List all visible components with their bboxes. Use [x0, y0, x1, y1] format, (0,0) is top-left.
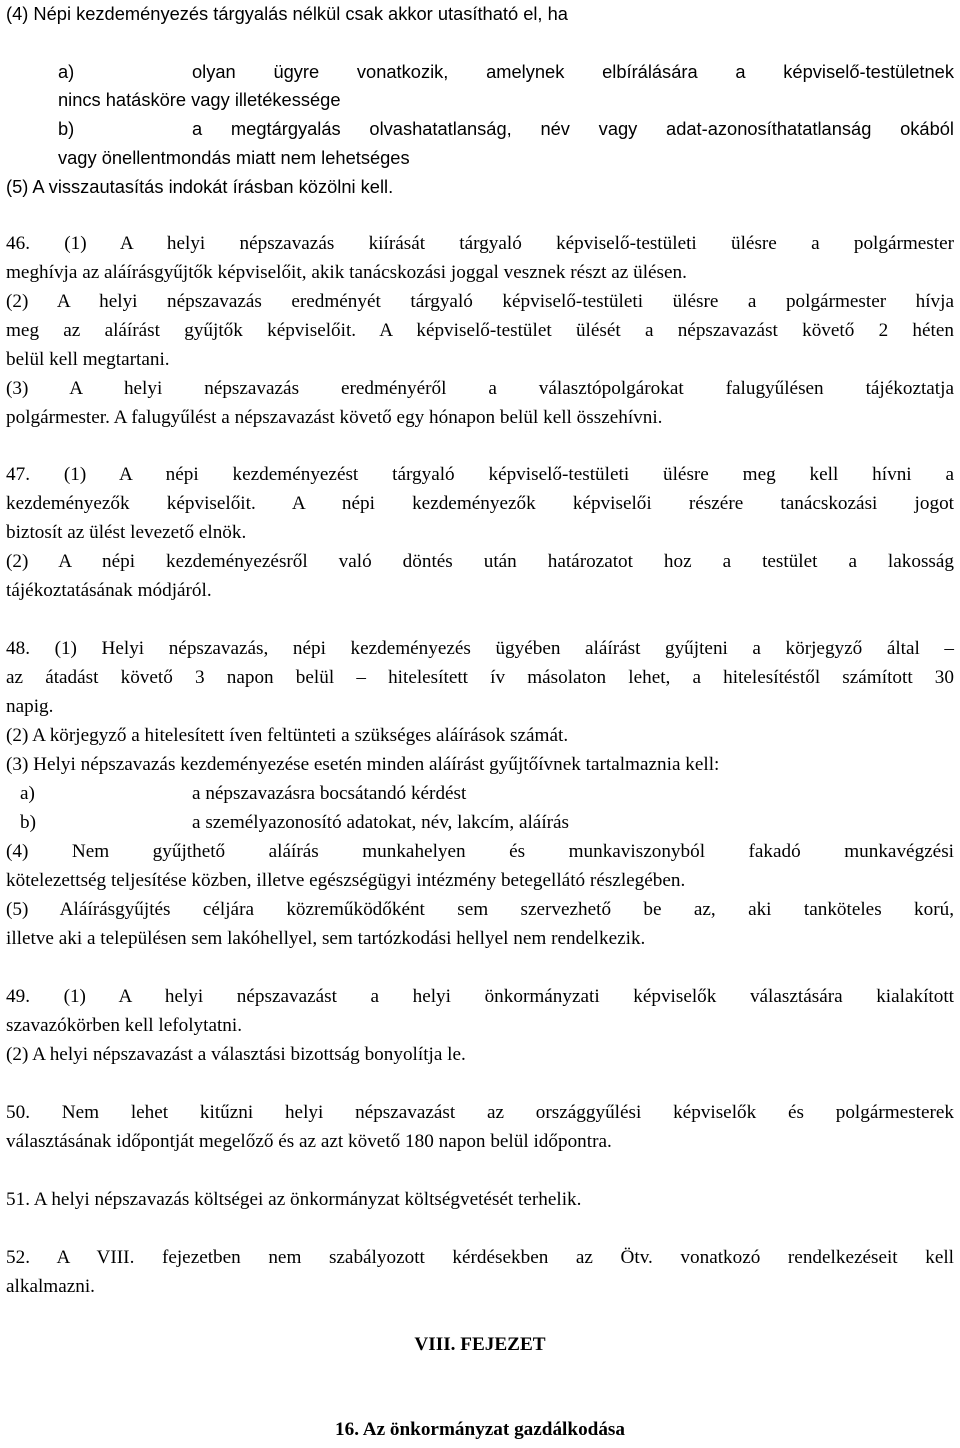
s51-number: 51. — [6, 1189, 30, 1210]
chapter-heading: VIII. FEJEZET — [414, 1334, 546, 1355]
s50-line-1: 50. Nem lehet kitűzni helyi népszavazást az országgyűlési képviselők és polgármesterek — [6, 1102, 955, 1123]
s46-line-3: (2) A helyi népszavazás eredményét tárgyaló képviselő-testületi ülésre a polgármester hívja — [6, 291, 954, 312]
s45-item-b-line2: vagy önellentmondás miatt nem lehetséges — [58, 147, 410, 168]
s47-line-3: biztosít az ülést levezető elnök. — [6, 522, 247, 543]
s45-item-a-label: a) — [58, 61, 75, 82]
s48-line-2: az átadást követő 3 napon belül – hitelesített ív másolaton lehet, a hitelesítéstől számított 30 — [6, 667, 954, 688]
s46-line-1: 46. (1) A helyi népszavazás kiírását tárgyaló képviselő-testületi ülésre a polgármester — [6, 233, 955, 254]
s45-item-b-label: b) — [58, 118, 75, 139]
s48-line-8: (4) Nem gyűjthető aláírás munkahelyen és munkaviszonyból fakadó munkavégzési — [6, 841, 954, 862]
s48-line-1: 48. (1) Helyi népszavazás, népi kezdeményezés ügyében aláírást gyűjteni a körjegyző által – — [6, 638, 955, 659]
s47-number: 47. — [6, 464, 30, 485]
s49-line-2: szavazókörben kell lefolytatni. — [6, 1015, 243, 1036]
s45-item-a-line2: nincs hatásköre vagy illetékessége — [58, 89, 341, 110]
s47-line-5: tájékoztatásának módjáról. — [6, 580, 212, 601]
s48-line-11: illetve aki a településen sem lakóhellyel, sem tartózkodási hellyel nem rendelkezik. — [6, 928, 646, 949]
s45-item-a-line1: a) olyan ügyre vonatkozik, amelynek elbírálására a képviselő-testületnek — [58, 61, 954, 82]
s46-line-7: polgármester. A falugyűlést a népszavazást követő egy hónapon belül kell összehívni. — [6, 407, 663, 428]
s45-item-b-line1: b) a megtárgyalás olvashatatlanság, név vagy adat-azonosíthatatlanság okából — [58, 118, 954, 139]
s48-line-5: (3) Helyi népszavazás kezdeményezése esetén minden aláírást gyűjtőívnek tartalmaznia kell: — [6, 754, 720, 775]
s48-item-b: b) a személyazonosító adatokat, név, lakcím, aláírás — [20, 812, 570, 833]
s45-p5: (5) A visszautasítás indokát írásban közölni kell. — [6, 176, 394, 197]
s50-line-2: választásának időpontját megelőző és az azt követő 180 napon belül időpontra. — [6, 1131, 612, 1152]
s48-number: 48. — [6, 638, 30, 659]
s46-number: 46. — [6, 233, 30, 254]
s52-line-2: alkalmazni. — [6, 1276, 95, 1297]
s48-line-3: napig. — [6, 696, 54, 717]
s48-line-10: (5) Aláírásgyűjtés céljára közreműködőként sem szervezhető be az, aki tanköteles korú, — [6, 899, 954, 920]
s48-line-4: (2) A körjegyző a hitelesített íven feltünteti a szükséges aláírások számát. — [6, 725, 569, 746]
s47-line-1: 47. (1) A népi kezdeményezést tárgyaló képviselő-testületi ülésre meg kell hívni a — [6, 464, 954, 485]
s47-line-2: kezdeményezők képviselőit. A népi kezdeményezők képviselői részére tanácskozási jogot — [6, 493, 954, 514]
s49-line-1: 49. (1) A helyi népszavazást a helyi önkormányzati képviselők választására kialakított — [6, 986, 955, 1007]
s45-p4-intro: (4) Népi kezdeményezés tárgyalás nélkül csak akkor utasítható el, ha — [6, 3, 568, 24]
s48-line-9: kötelezettség teljesítése közben, illetve egészségügyi intézmény betegellátó részlegében. — [6, 870, 686, 891]
s49-line-3: (2) A helyi népszavazást a választási bizottság bonyolítja le. — [6, 1044, 466, 1065]
s46-line-6: (3) A helyi népszavazás eredményéről a választópolgárokat falugyűlésen tájékoztatja — [6, 378, 954, 399]
s46-line-5: belül kell megtartani. — [6, 349, 170, 370]
s46-line-4: meg az aláírást gyűjtők képviselőit. A képviselő-testület ülését a népszavazást követő 2 héten — [6, 320, 954, 341]
s50-number: 50. — [6, 1102, 30, 1123]
s51-line-1: 51. A helyi népszavazás költségei az önkormányzat költségvetését terhelik. — [6, 1189, 582, 1210]
s49-number: 49. — [6, 986, 30, 1007]
s52-line-1: 52. A VIII. fejezetben nem szabályozott kérdésekben az Ötv. vonatkozó rendelkezéseit kell — [6, 1247, 954, 1268]
s48-item-b-label: b) — [20, 812, 36, 833]
s46-line-2: meghívja az aláírásgyűjtők képviselőit, akik tanácskozási joggal vesznek részt az ülésen. — [6, 262, 687, 283]
s48-item-a: a) a népszavazásra bocsátandó kérdést — [20, 783, 467, 804]
s52-number: 52. — [6, 1247, 30, 1268]
s47-line-4: (2) A népi kezdeményezésről való döntés után határozatot hoz a testület a lakosság — [6, 551, 954, 572]
section-heading: 16. Az önkormányzat gazdálkodása — [335, 1419, 625, 1440]
s48-item-a-label: a) — [20, 783, 35, 804]
